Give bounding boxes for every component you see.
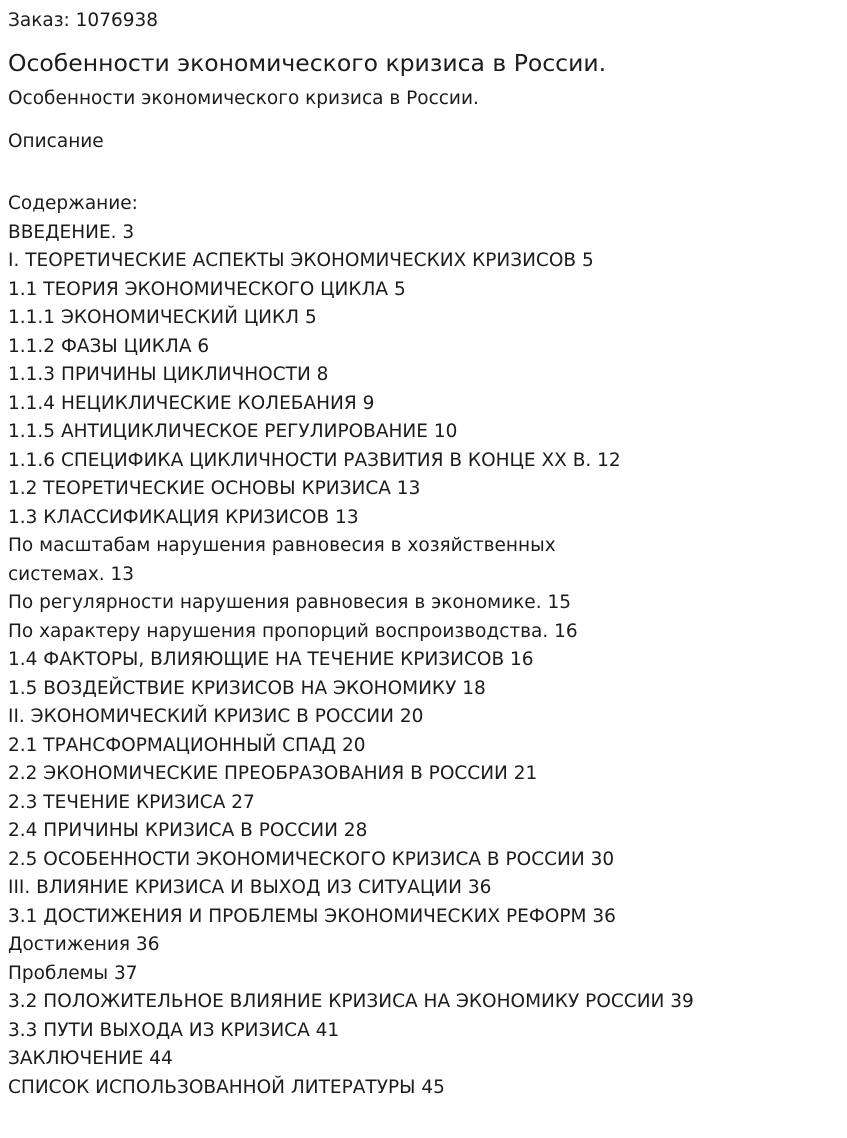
page-subtitle: Особенности экономического кризиса в России. — [8, 88, 479, 109]
toc-item: 1.1.1 ЭКОНОМИЧЕСКИЙ ЦИКЛ 5 — [8, 307, 317, 328]
toc-item: Достижения 36 — [8, 934, 160, 955]
toc-item: 2.4 ПРИЧИНЫ КРИЗИСА В РОССИИ 28 — [8, 820, 368, 841]
toc-item: ВВЕДЕНИЕ. 3 — [8, 221, 135, 243]
toc-item: 1.1.5 АНТИЦИКЛИЧЕСКОЕ РЕГУЛИРОВАНИЕ 10 — [8, 421, 458, 442]
toc-item: По характеру нарушения пропорций воспроизводства. 16 — [8, 620, 578, 642]
toc-item: 3.2 ПОЛОЖИТЕЛЬНОЕ ВЛИЯНИЕ КРИЗИСА НА ЭКОНОМИКУ РОССИИ 39 — [8, 991, 694, 1012]
toc-item: 1.2 ТЕОРЕТИЧЕСКИЕ ОСНОВЫ КРИЗИСА 13 — [8, 478, 421, 499]
toc-item: 3.1 ДОСТИЖЕНИЯ И ПРОБЛЕМЫ ЭКОНОМИЧЕСКИХ РЕФОРМ 36 — [8, 905, 616, 927]
toc-item: 2.1 ТРАНСФОРМАЦИОННЫЙ СПАД 20 — [8, 734, 366, 756]
toc-item: II. ЭКОНОМИЧЕСКИЙ КРИЗИС В РОССИИ 20 — [8, 706, 424, 727]
toc-item: По регулярности нарушения равновесия в экономике. 15 — [8, 592, 571, 613]
page-title: Особенности экономического кризиса в России. — [8, 49, 607, 77]
toc-item: I. ТЕОРЕТИЧЕСКИЕ АСПЕКТЫ ЭКОНОМИЧЕСКИХ КРИЗИСОВ 5 — [8, 250, 594, 271]
toc-item: 1.1.6 СПЕЦИФИКА ЦИКЛИЧНОСТИ РАЗВИТИЯ В КОНЦЕ XX В. 12 — [8, 449, 621, 471]
toc-item: По масштабам нарушения равновесия в хозяйственных системах. 13 — [8, 535, 556, 585]
toc-item: III. ВЛИЯНИЕ КРИЗИСА И ВЫХОД ИЗ СИТУАЦИИ 36 — [8, 877, 492, 898]
toc-item: 1.3 КЛАССИФИКАЦИЯ КРИЗИСОВ 13 — [8, 506, 359, 528]
toc-item: ЗАКЛЮЧЕНИЕ 44 — [8, 1048, 173, 1069]
toc-item: 2.3 ТЕЧЕНИЕ КРИЗИСА 27 — [8, 791, 255, 813]
order-number: Заказ: 1076938 — [8, 10, 159, 31]
toc-item: 3.3 ПУТИ ВЫХОДА ИЗ КРИЗИСА 41 — [8, 1019, 340, 1041]
toc-item: 1.4 ФАКТОРЫ, ВЛИЯЮЩИЕ НА ТЕЧЕНИЕ КРИЗИСОВ 16 — [8, 649, 534, 670]
toc-item: 1.1.3 ПРИЧИНЫ ЦИКЛИЧНОСТИ 8 — [8, 364, 329, 385]
description-heading: Описание — [8, 131, 104, 152]
toc-item: 1.5 ВОЗДЕЙСТВИЕ КРИЗИСОВ НА ЭКОНОМИКУ 18 — [8, 677, 486, 699]
toc-item: 1.1.2 ФАЗЫ ЦИКЛА 6 — [8, 335, 210, 357]
table-of-contents — [8, 190, 768, 1102]
toc-item: Проблемы 37 — [8, 962, 138, 984]
toc-item: 2.2 ЭКОНОМИЧЕСКИЕ ПРЕОБРАЗОВАНИЯ В РОССИИ 21 — [8, 763, 538, 784]
toc-item: 1.1 ТЕОРИЯ ЭКОНОМИЧЕСКОГО ЦИКЛА 5 — [8, 278, 406, 300]
toc-heading: Содержание: — [8, 193, 138, 214]
toc-item: СПИСОК ИСПОЛЬЗОВАННОЙ ЛИТЕРАТУРЫ 45 — [8, 1076, 445, 1098]
toc-item: 1.1.4 НЕЦИКЛИЧЕСКИЕ КОЛЕБАНИЯ 9 — [8, 392, 375, 414]
toc-item: 2.5 ОСОБЕННОСТИ ЭКОНОМИЧЕСКОГО КРИЗИСА В РОССИИ 30 — [8, 848, 615, 870]
